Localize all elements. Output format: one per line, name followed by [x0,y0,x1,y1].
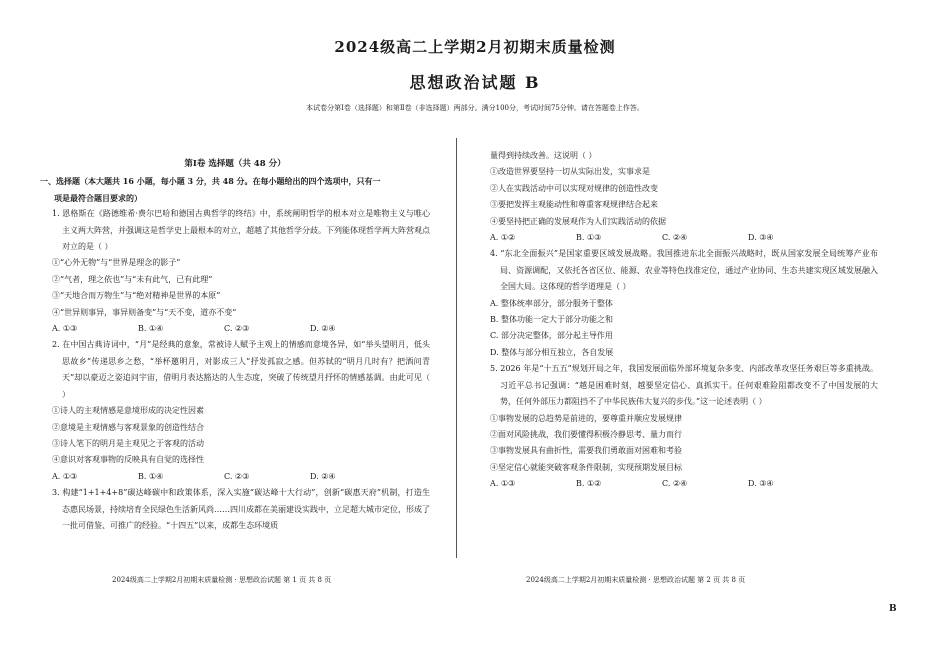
choice-b: B. ①④ [138,324,164,334]
exam-note: 本试卷分第Ⅰ卷（选择题）和第Ⅱ卷（非选择题）两部分。满分100分，考试时间75分钟。请在答题卷上作答。 [306,104,644,112]
choice-c: C. ②③ [224,471,250,481]
question-5-option-4: ④坚定信心就能突破客观条件限制，实现预期发展目标 [490,462,682,472]
exam-title: 2024级高二上学期2月初期末质量检测 [334,38,616,56]
question-4-option-c: C. 部分决定整体，部分起主导作用 [490,331,613,341]
question-1-choices [40,321,430,337]
exam-subtitle: 思想政治试题 B [409,73,541,92]
choice-c: C. ②④ [662,233,688,243]
choice-c: C. ②④ [662,479,688,489]
question-2-choices [40,469,430,485]
section-title: 第Ⅰ卷 选择题（共 48 分） [184,159,286,169]
question-5-choices [478,476,878,492]
question-3-option-3: ③要把发挥主观能动性和尊重客观规律结合起来 [490,200,658,210]
footer-page-2: 2024级高二上学期2月初期末质量检测 · 思想政治试题 第 2 页 共 8 页 [526,576,746,584]
question-2-option-2: ②意境是主观情感与客观景象的创造性结合 [52,422,204,432]
instruction-line-1: 一、选择题（本大题共 16 小题，每小题 3 分，共 48 分。在每小题给出的四个选项中，只有一 [40,176,381,187]
question-1-option-2: ②“气者，理之依也”与“未有此气，已有此理” [52,274,213,284]
question-2-option-3: ③诗人笔下的明月是主观见之于客观的活动 [52,438,204,448]
choice-d: D. ②④ [310,324,336,334]
question-1-stem: 1. 恩格斯在《路德维希·费尔巴哈和德国古典哲学的终结》中，系统阐明哲学的根本对立是唯物主义与唯心主义两大阵营，并强调这是哲学史上最根本的对立，超越了其他哲学分歧。下列能体现哲学两大阵营观点对立的是（ ） [52,209,430,252]
question-2-option-4: ④意识对客观事物的反映具有自觉的选择性 [52,455,204,465]
choice-d: D. ②④ [310,471,336,481]
column-divider [456,138,457,558]
question-4-stem: 4. “东北全面振兴”是国家重要区域发展战略。我国推进东北全面振兴战略时，既从国家发展全局统筹产业布局、资源调配，又依托各省区位、能源、农业等特色找准定位，通过产业协同、生态共建实现区域发展融入全国大局。这体现的哲学道理是（ ） [490,249,878,292]
question-1-option-3: ③“天地合而万物生”与“绝对精神是世界的本原” [52,291,221,301]
choice-a: A. ①③ [52,471,78,481]
question-3-option-4: ④要坚持把正确的发展观作为人们实践活动的依据 [490,216,666,226]
footer-page-1: 2024级高二上学期2月初期末质量检测 · 思想政治试题 第 1 页 共 8 页 [112,576,332,584]
question-3-choices [478,230,878,246]
choice-d: D. ③④ [748,233,774,243]
instruction-line-2: 项是最符合题目要求的） [54,192,142,203]
question-5-option-3: ③事物发展具有曲折性，需要我们勇敢面对困难和考验 [490,446,682,456]
question-3-continuation: 量得到持续改善。这说明（ ） [490,151,597,160]
question-2-stem: 2. 在中国古典诗词中，“月”是经典的意象，常被诗人赋予主观上的情感而意境各异，如“举头望明月，低头思故乡”传递思乡之愁，“举杯邀明月，对影成三人”抒发孤寂之感。但苏轼的“明月几时有？把酒问青天”却以豪迈之姿追问宇宙，借明月表达豁达的人生态度，突破了传统望月抒怀的情感基调。由此可见（ ） [52,340,430,399]
choice-b: B. ①④ [138,471,164,481]
choice-c: C. ②③ [224,324,250,334]
question-3-stem: 3. 构建“1+1+4+8”碳达峰碳中和政策体系，深入实施“碳达峰十大行动”，创新“碳惠天府”机制，打造生态惠民场景，持续培育全民绿色生活新风尚……四川成都在美丽建设实践中，立足超大城市定位，形成了一批可借鉴、可推广的经验。“十四五”以来，成都生态环境质 [52,488,430,530]
question-4-option-d: D. 整体与部分相互独立，各自发展 [490,347,614,357]
choice-d: D. ③④ [748,479,774,489]
choice-a: A. ①③ [490,479,516,489]
right-column [478,148,878,493]
question-4-option-a: A. 整体统率部分，部分服务于整体 [490,298,613,308]
choice-b: B. ①③ [576,233,602,243]
question-4-option-b: B. 整体功能一定大于部分功能之和 [490,315,613,325]
question-5-option-1: ①事物发展的总趋势是前进的，要尊重并顺应发展规律 [490,413,682,423]
question-3-option-1: ①改造世界要坚持一切从实际出发，实事求是 [490,167,650,177]
left-column [40,150,430,534]
question-5-stem: 5. 2026 年是“十五五”规划开局之年，我国发展面临外部环境复杂多变、内部改革攻坚任务艰巨等多重挑战。习近平总书记强调：“越是困难时刻，越要坚定信心、真抓实干。任何艰难险阻都改变不了中国发展的大势，任何外部压力都阻挡不了中华民族伟大复兴的步伐。”这一论述表明（ ） [490,364,878,407]
question-5-option-2: ②面对风险挑战，我们要懂得积极冷静思考、量力而行 [490,429,682,439]
question-1-option-1: ①“心外无物”与“世界是理念的影子” [52,258,181,268]
choice-a: A. ①③ [52,324,78,334]
choice-a: A. ①② [490,233,516,243]
choice-b: B. ①② [576,479,602,489]
question-2-option-1: ①诗人的主观情感是意境形成的决定性因素 [52,406,204,416]
question-3-option-2: ②人在实践活动中可以实现对规律的创造性改变 [490,183,658,193]
question-1-option-4: ④“世异则事异，事异则备变”与“天不变，道亦不变” [52,307,237,317]
version-mark: B [889,604,897,614]
